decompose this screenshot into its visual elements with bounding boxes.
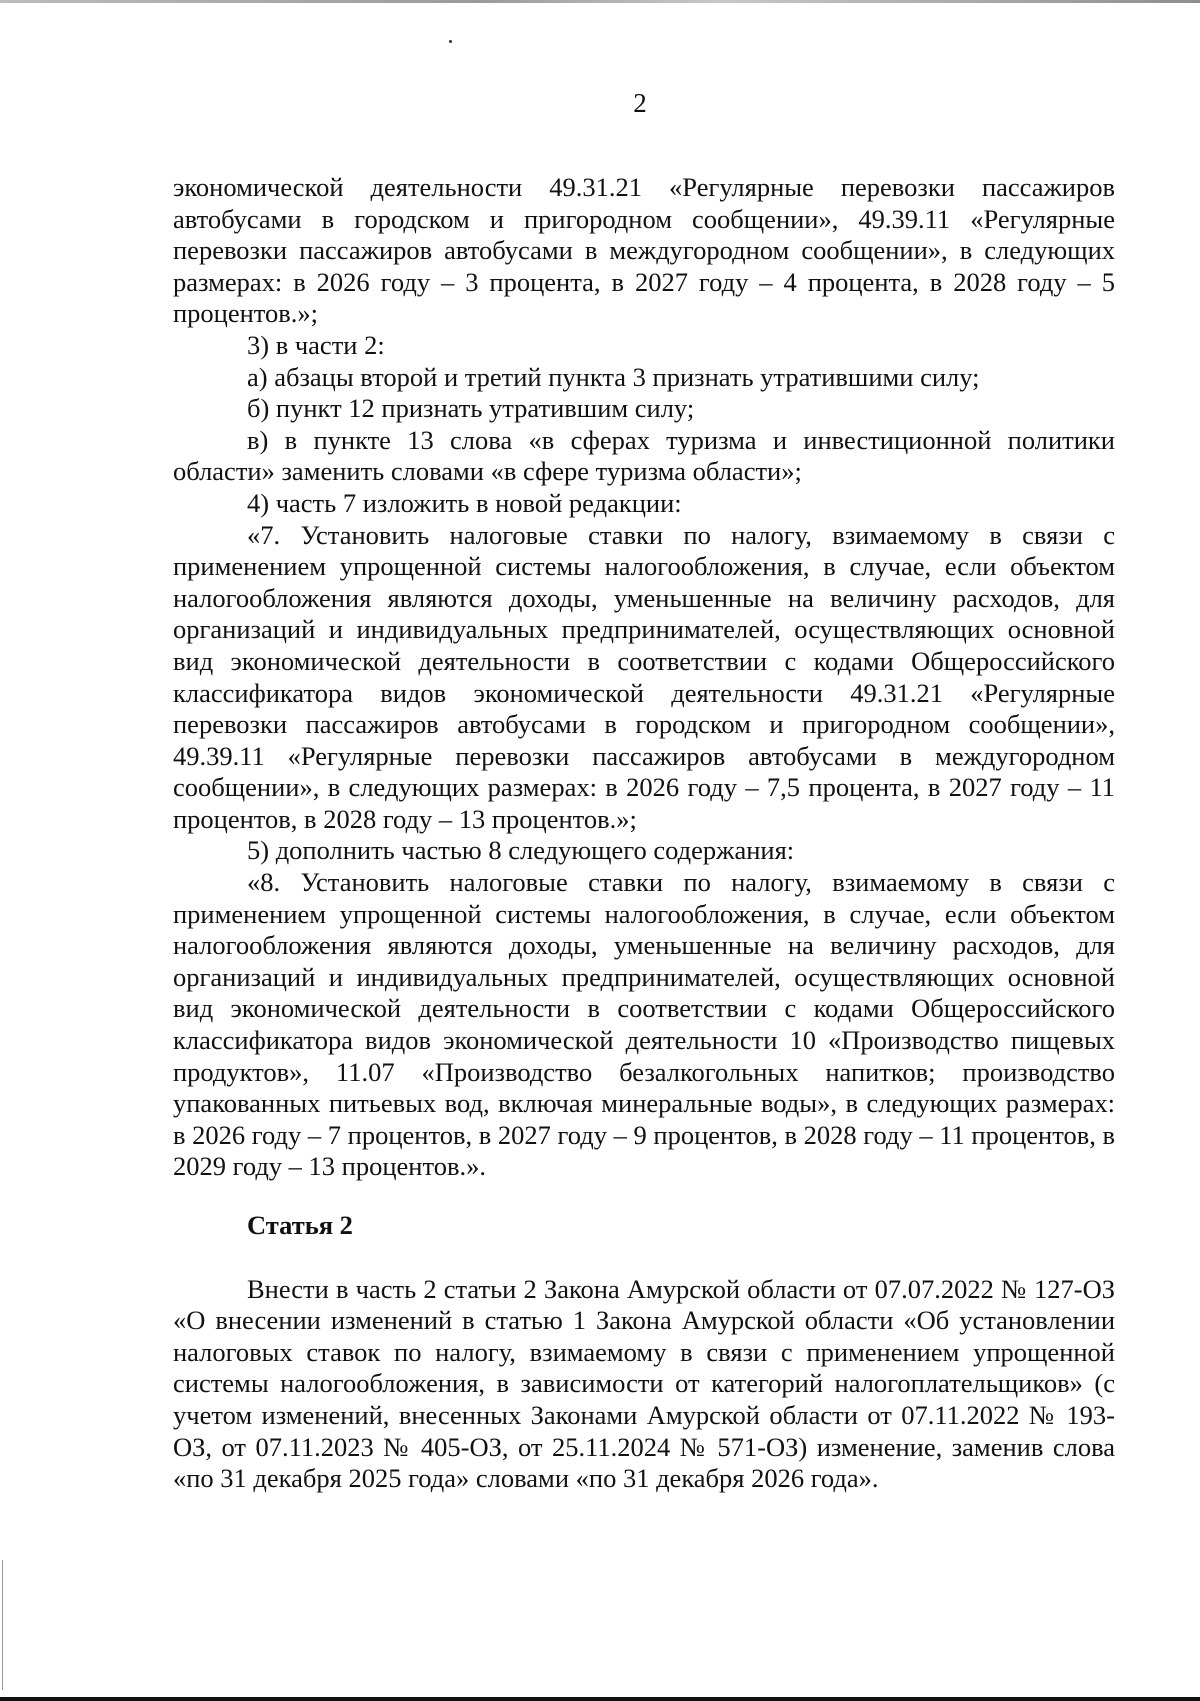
paragraph: «7. Установить налоговые ставки по налогу, взимаемому в связи с применением упрощенной системы налогообложения, в случае, если объектом налогообложения являются доходы, уменьшенные на величину расходов, для организаций и индивидуальных предпринимателей, осуществляющих основной вид экономической деятельности в соответствии с кодами Общероссийского классификатора видов экономической деятельности 49.31.21 «Регулярные перевозки пассажиров автобусами в городском и пригородном сообщении», 49.39.11 «Регулярные перевозки пассажиров автобусами в междугородном сообщении», в следующих размерах: в 2026 году – 7,5 процента, в 2027 году – 11 процентов, в 2028 году – 13 процентов.»; (173, 519, 1115, 834)
page-number: 2 (633, 88, 647, 118)
document-body (173, 172, 1115, 1495)
paragraph: 3) в части 2: (247, 329, 385, 360)
heading-gap (173, 1242, 1115, 1274)
paragraph: Внести в часть 2 статьи 2 Закона Амурской области от 07.07.2022 № 127-ОЗ «О внесении изменений в статью 1 Закона Амурской области «Об установлении налоговых ставок по налогу, взимаемому в связи с применением упрощенной системы налогообложения, в зависимости от категорий налогоплательщиков» (с учетом изменений, внесенных Законами Амурской области от 07.11.2022 № 193-ОЗ, от 07.11.2023 № 405-ОЗ, от 25.11.2024 № 571-ОЗ) изменение, заменив слова «по 31 декабря 2025 года» словами «по 31 декабря 2026 года». (173, 1273, 1115, 1494)
paragraph: а) абзацы второй и третий пункта 3 признать утратившими силу; (247, 361, 980, 392)
article-2-text (173, 1274, 1115, 1495)
scan-speck (449, 40, 452, 43)
paragraph: «8. Установить налоговые ставки по налогу, взимаемому в связи с применением упрощенной системы налогообложения, в случае, если объектом налогообложения являются доходы, уменьшенные на величину расходов, для организаций и индивидуальных предпринимателей, осуществляющих основной вид экономической деятельности в соответствии с кодами Общероссийского классификатора видов экономической деятельности 10 «Производство пищевых продуктов», 11.07 «Производство безалкогольных напитков; производство упакованных питьевых вод, включая минеральные воды», в следующих размерах: в 2026 году – 7 процентов, в 2027 году – 9 процентов, в 2028 году – 11 процентов, в 2029 году – 13 процентов.». (173, 867, 1115, 1182)
paragraph: экономической деятельности 49.31.21 «Регулярные перевозки пассажиров автобусами в городском и пригородном сообщении», 49.39.11 «Регулярные перевозки пассажиров автобусами в междугородном сообщении», в следующих размерах: в 2026 году – 3 процента, в 2027 году – 4 процента, в 2028 году – 5 процентов.»; (173, 172, 1115, 329)
scan-left-edge (2, 1560, 3, 1690)
paragraph: в) в пункте 13 слова «в сферах туризма и инвестиционной политики области» заменить словами «в сфере туризма области»; (173, 424, 1115, 487)
paragraph: б) пункт 12 признать утратившим силу; (247, 393, 695, 424)
scan-top-edge (0, 0, 1200, 3)
scan-bottom-edge (0, 1697, 1200, 1701)
article-heading: Статья 2 (247, 1210, 353, 1240)
amendment-list (173, 172, 1115, 1183)
paragraph: 5) дополнить частью 8 следующего содержания: (247, 835, 795, 866)
paragraph: 4) часть 7 изложить в новой редакции: (247, 487, 682, 518)
